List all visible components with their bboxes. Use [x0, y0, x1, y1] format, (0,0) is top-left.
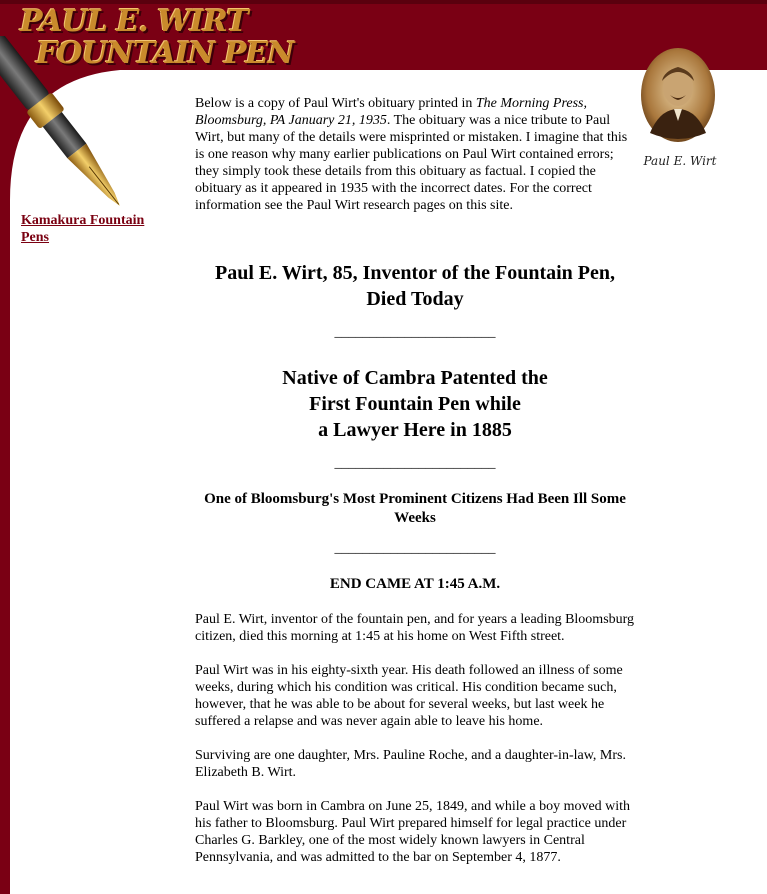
subhead-block	[195, 365, 635, 443]
subhead-line-3: a Lawyer Here in 1885	[318, 419, 512, 441]
subhead-2: One of Bloomsburg's Most Prominent Citizens Had Been Ill Some Weeks	[204, 491, 626, 526]
obituary-paragraph: Surviving are one daughter, Mrs. Pauline Roche, and a daughter-in-law, Mrs. Elizabeth B. Wirt.	[195, 748, 626, 780]
kamakura-fountain-pens-link[interactable]: Kamakura Fountain Pens	[21, 213, 145, 245]
subhead-line-1: Native of Cambra Patented the	[282, 367, 548, 389]
subhead-3: END CAME AT 1:45 A.M.	[329, 576, 501, 592]
intro-text-2: . The obituary was a nice tribute to Paul Wirt, but many of the details were misprinted or mistaken. I imagine that this is one reason why many earlier publications on Paul Wirt contained errors; they simply took these details from this obituary as factual. I copied the obituary as it appeared in 1935 with the incorrect dates. For the correct information see the Paul Wirt research pages on this site.	[195, 113, 628, 213]
logo-line1: PAUL E. WIRT	[20, 4, 248, 39]
separator-3: _______________________	[334, 541, 496, 556]
separator-2: _______________________	[334, 456, 496, 471]
intro-source-italic: The Morning Press, Bloomsburg, PA January 21, 1935	[195, 96, 587, 128]
portrait-photo	[640, 47, 716, 143]
logo-line2: FOUNTAIN PEN	[36, 36, 294, 71]
subhead-line-2: First Fountain Pen while	[309, 393, 521, 415]
intro-text-1: Below is a copy of Paul Wirt's obituary printed in	[195, 96, 476, 111]
intro-paragraph	[195, 95, 635, 214]
main-content	[195, 95, 635, 866]
obituary-headline: Paul E. Wirt, 85, Inventor of the Fountain Pen, Died Today	[214, 262, 616, 310]
obituary-paragraph: Paul Wirt was born in Cambra on June 25, 1849, and while a boy moved with his father to Bloomsburg. Paul Wirt prepared himself for legal practice under Charles G. Barkley, one of the most widely known lawyers in Central Pennsylvania, and was admitted to the bar on September 4, 1877.	[195, 799, 631, 865]
obituary-paragraph: Paul Wirt was in his eighty-sixth year. His death followed an illness of some weeks, during which his condition was critical. His condition became such, however, that he was able to be about for several weeks, but last week he suffered a relapse and was never again able to leave his home.	[195, 663, 623, 729]
obituary-paragraph: Paul E. Wirt, inventor of the fountain pen, and for years a leading Bloomsburg citizen, died this morning at 1:45 at his home on West Fifth street.	[195, 612, 635, 644]
separator-1: _______________________	[334, 325, 496, 340]
portrait-signature: Paul E. Wirt	[643, 154, 717, 168]
fountain-pen-icon	[0, 36, 130, 226]
